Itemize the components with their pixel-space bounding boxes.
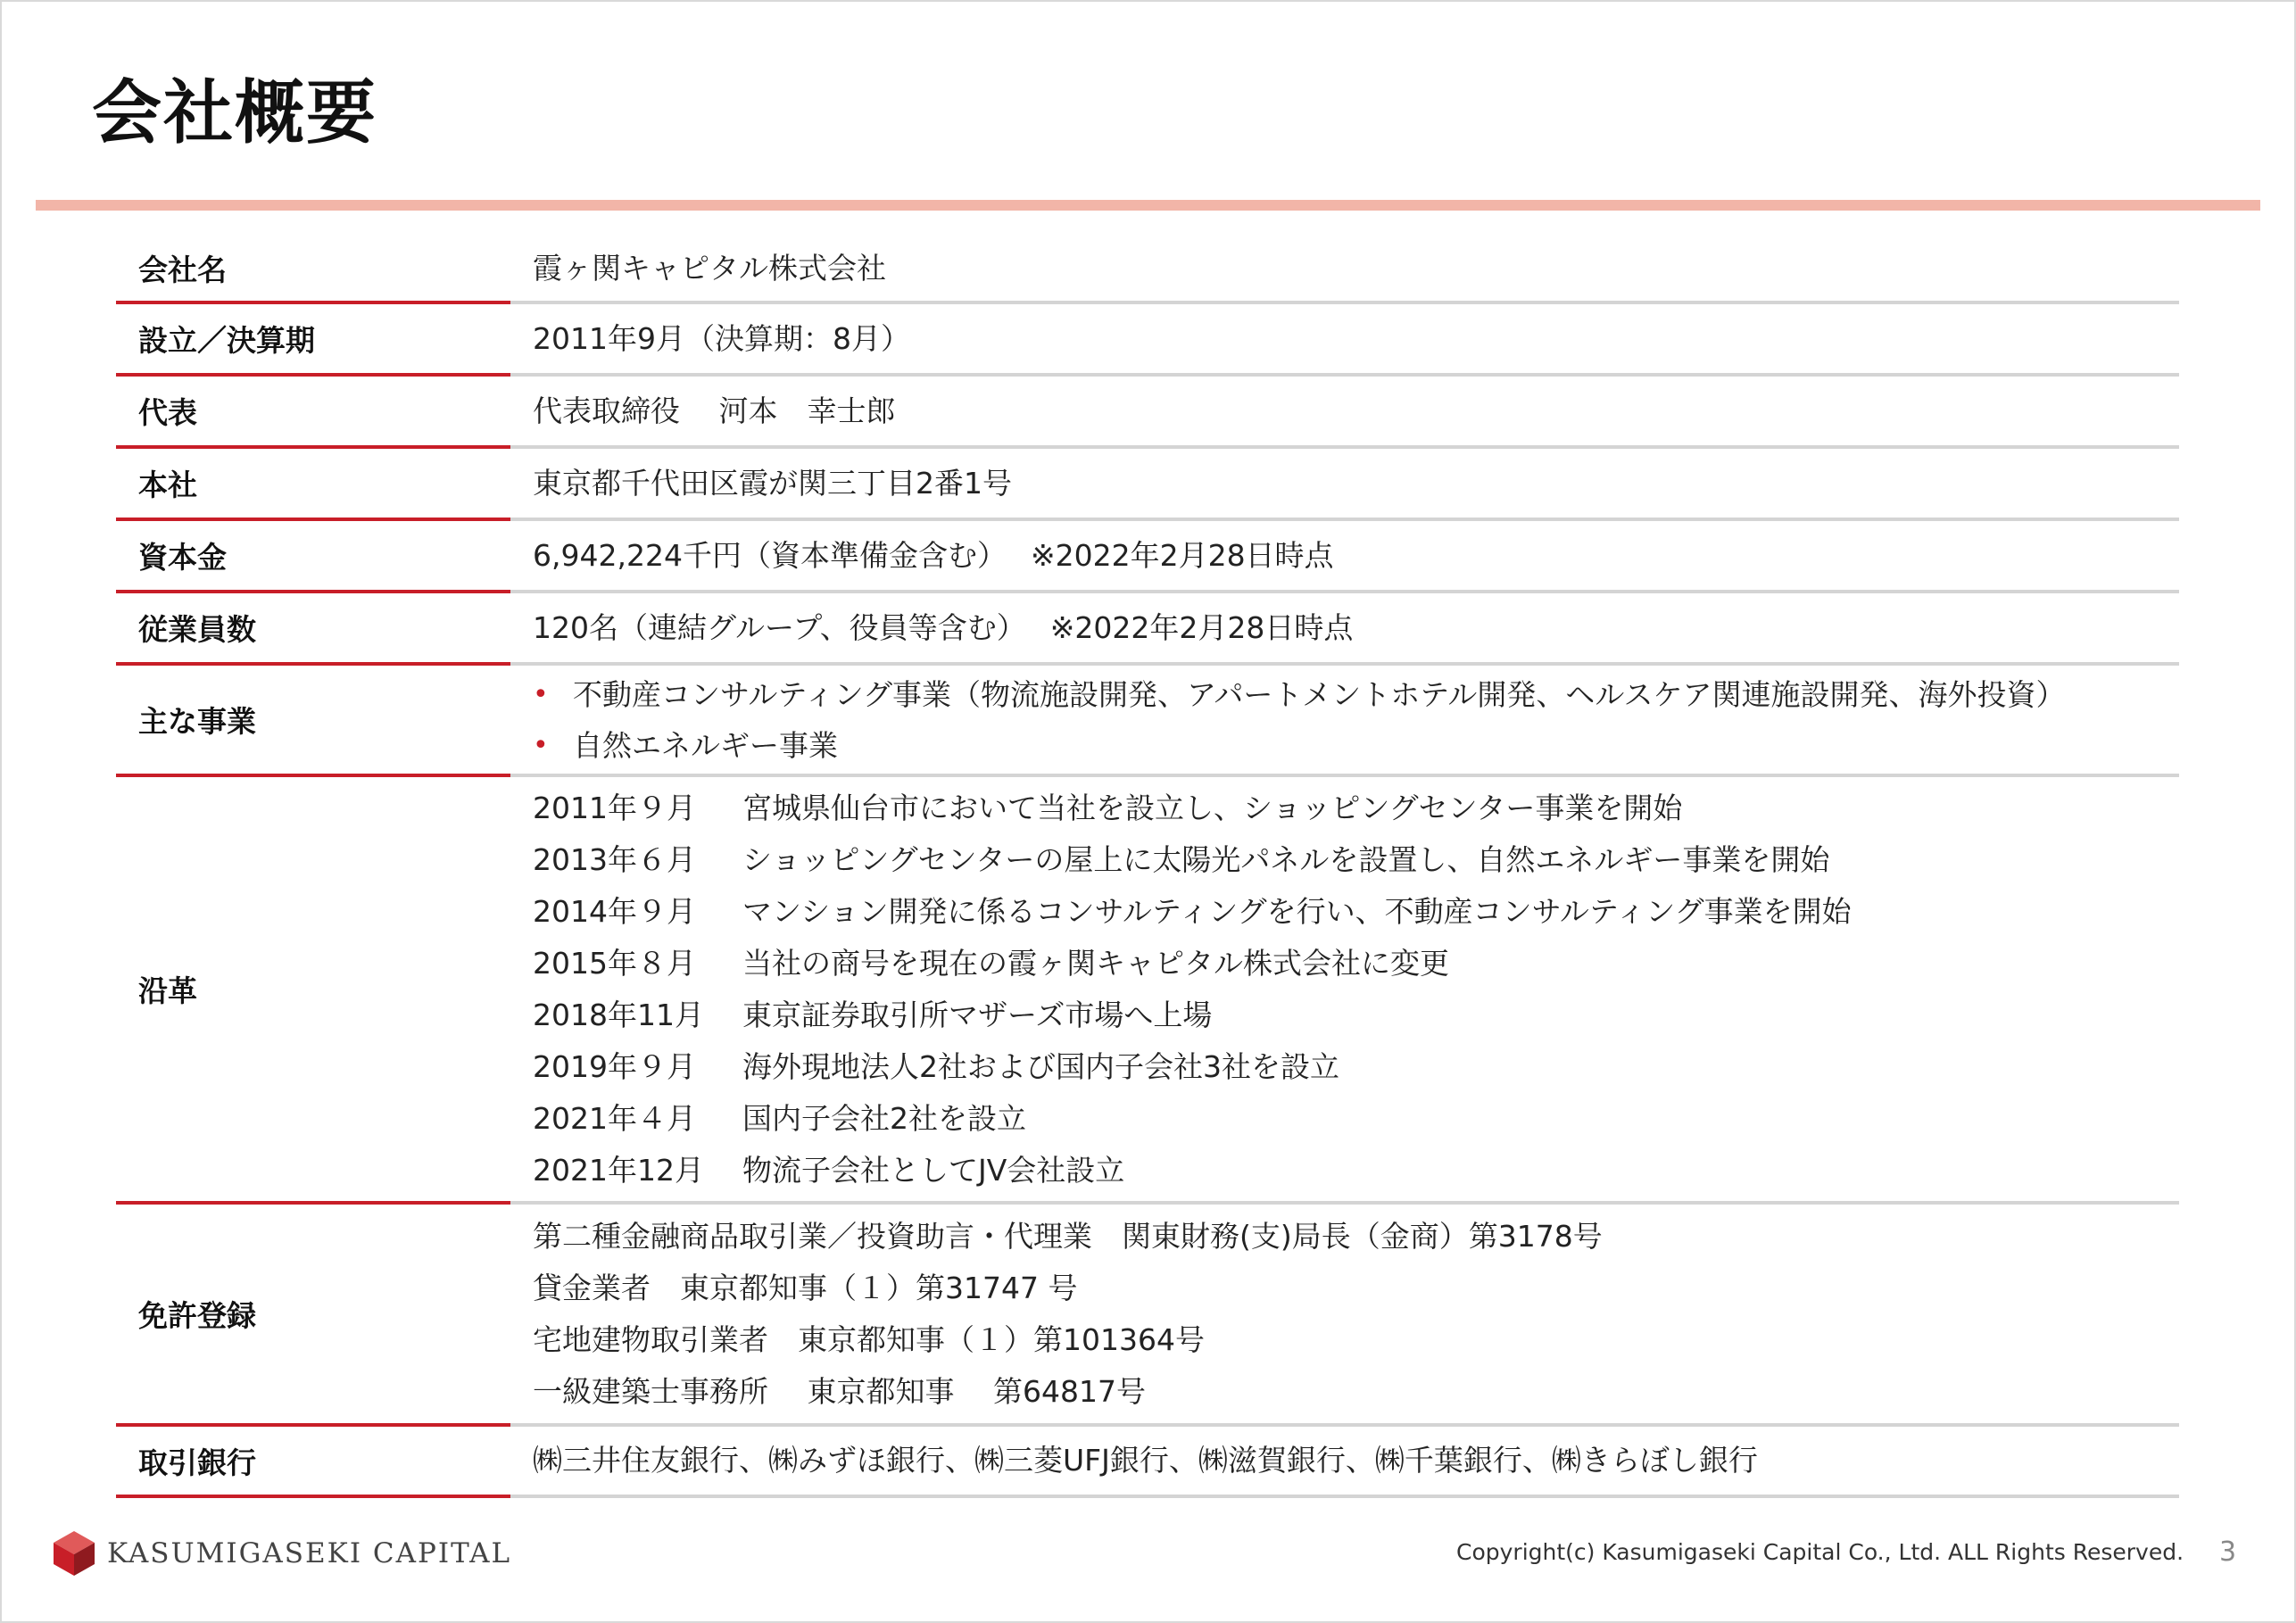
row-label: 免許登録	[138, 1298, 256, 1333]
row-value-text: 2011年9月（決算期：8月）	[533, 320, 910, 356]
list-item	[533, 783, 2179, 834]
list-item	[533, 720, 2179, 771]
business-item: 不動産コンサルティング事業（物流施設開発、アパートメントホテル開発、ヘルスケア関連施設開発、海外投資）	[573, 676, 2066, 712]
row-value	[533, 593, 2179, 662]
list-item	[533, 834, 2179, 886]
company-logo	[52, 1529, 511, 1577]
cube-logo-icon	[52, 1529, 96, 1577]
bullet-icon: •	[533, 678, 549, 710]
row-company-name	[116, 236, 2179, 304]
history-text: 東京証券取引所マザーズ市場へ上場	[742, 997, 1213, 1032]
list-item	[533, 938, 2179, 990]
page-title: 会社概要	[92, 73, 378, 153]
row-value-text: 6,942,224千円（資本準備金含む） ※2022年2月28日時点	[533, 537, 1334, 573]
row-employees	[116, 593, 2179, 666]
row-founded	[116, 304, 2179, 377]
business-item: 自然エネルギー事業	[573, 727, 838, 763]
row-capital	[116, 521, 2179, 593]
row-banks	[116, 1427, 2179, 1498]
history-text: 当社の商号を現在の霞ヶ関キャピタル株式会社に変更	[742, 945, 1449, 981]
title-divider	[36, 200, 2260, 211]
row-value	[533, 236, 2179, 301]
history-text: 国内子会社2社を設立	[742, 1100, 1026, 1136]
row-value	[533, 1205, 2179, 1423]
row-label: 取引銀行	[138, 1445, 256, 1480]
page-number: 3	[2219, 1536, 2237, 1568]
row-value	[533, 666, 2179, 774]
row-label: 設立／決算期	[138, 323, 315, 358]
copyright-text: Copyright(c) Kasumigaseki Capital Co., Ltd. ALL Rights Reserved.	[1456, 1539, 2184, 1565]
row-label: 主な事業	[138, 704, 256, 739]
row-value	[533, 304, 2179, 373]
row-value-text: 東京都千代田区霞が関三丁目2番1号	[533, 465, 1012, 501]
row-value-text: ㈱三井住友銀行、㈱みずほ銀行、㈱三菱UFJ銀行、㈱滋賀銀行、㈱千葉銀行、㈱きらぼし銀行	[533, 1443, 1758, 1478]
row-value	[533, 777, 2179, 1201]
row-representative	[116, 377, 2179, 449]
history-date: 2014年９月	[533, 893, 696, 929]
history-date: 2011年９月	[533, 790, 696, 825]
row-value	[533, 1427, 2179, 1495]
list-item	[533, 886, 2179, 938]
row-label: 会社名	[138, 253, 227, 287]
row-label: 代表	[138, 395, 197, 430]
list-item	[533, 669, 2179, 720]
history-text: ショッピングセンターの屋上に太陽光パネルを設置し、自然エネルギー事業を開始	[742, 841, 1830, 877]
list-item	[533, 1093, 2179, 1145]
history-date: 2015年８月	[533, 945, 696, 981]
list-item	[533, 1145, 2179, 1197]
row-value-text: 霞ヶ関キャピタル株式会社	[533, 250, 886, 286]
license-item: 第二種金融商品取引業／投資助言・代理業 関東財務(支)局長（金商）第3178号	[533, 1218, 1603, 1254]
history-text: 物流子会社としてJV会社設立	[742, 1152, 1125, 1188]
history-text: マンション開発に係るコンサルティングを行い、不動産コンサルティング事業を開始	[742, 893, 1852, 929]
row-history	[116, 777, 2179, 1205]
row-value	[533, 521, 2179, 590]
list-item	[533, 990, 2179, 1041]
license-item: 貸金業者 東京都知事（１）第31747 号	[533, 1270, 1078, 1305]
history-text: 宮城県仙台市において当社を設立し、ショッピングセンター事業を開始	[742, 790, 1683, 825]
row-label: 本社	[138, 468, 197, 502]
row-value	[533, 449, 2179, 518]
row-label: 資本金	[138, 540, 227, 575]
history-text: 海外現地法人2社および国内子会社3社を設立	[742, 1048, 1339, 1084]
license-item: 宅地建物取引業者 東京都知事（１）第101364号	[533, 1321, 1205, 1357]
row-main-business	[116, 666, 2179, 777]
history-date: 2013年６月	[533, 841, 696, 877]
row-value	[533, 377, 2179, 445]
row-label: 沿革	[138, 973, 197, 1008]
license-item: 一級建築士事務所 東京都知事 第64817号	[533, 1373, 1146, 1409]
row-value-text: 代表取締役 河本 幸士郎	[533, 393, 896, 428]
row-headquarters	[116, 449, 2179, 521]
row-label: 従業員数	[138, 612, 256, 647]
list-item	[533, 1041, 2179, 1093]
history-date: 2021年４月	[533, 1100, 696, 1136]
row-value-text: 120名（連結グループ、役員等含む） ※2022年2月28日時点	[533, 609, 1354, 645]
bullet-icon: •	[533, 729, 549, 761]
history-date: 2021年12月	[533, 1152, 704, 1188]
row-licenses	[116, 1205, 2179, 1427]
logo-text: KASUMIGASEKI CAPITAL	[107, 1537, 512, 1569]
history-date: 2018年11月	[533, 997, 704, 1032]
history-date: 2019年９月	[533, 1048, 696, 1084]
